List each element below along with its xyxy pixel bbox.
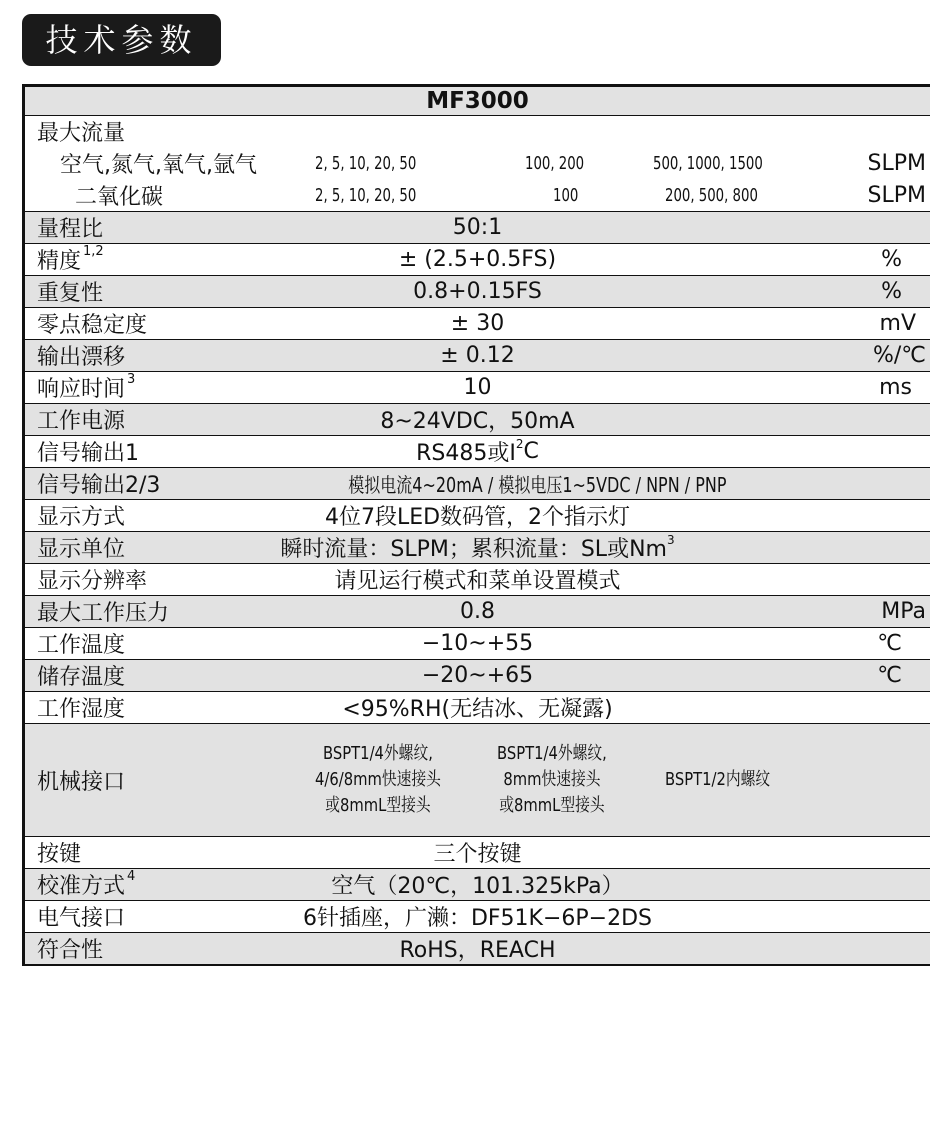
calibration-footnote: 4	[127, 869, 136, 884]
co2-range-2: 100	[553, 184, 579, 206]
signal-output-23-row	[25, 467, 930, 499]
compliance-row	[25, 932, 930, 964]
accuracy-value: ± (2.5+0.5FS)	[398, 247, 557, 272]
mechanical-option-1	[315, 724, 441, 836]
response-time-row	[25, 371, 930, 403]
accuracy-label: 精度	[37, 249, 82, 274]
signal-output-1-row	[25, 435, 930, 467]
zero-stability-value: ± 30	[450, 311, 505, 336]
mechanical-option-3	[665, 724, 770, 836]
storage-temp-unit: ℃	[877, 663, 902, 688]
display-unit-row	[25, 531, 930, 563]
max-pressure-row	[25, 595, 930, 627]
response-time-label: 响应时间	[37, 377, 126, 402]
co2-range-1: 2, 5, 10, 20, 50	[315, 184, 417, 206]
electrical-interface-label: 电气接口	[37, 906, 126, 931]
display-mode-row	[25, 499, 930, 531]
display-resolution-label: 显示分辨率	[37, 569, 148, 594]
mechanical-option-2-line: 或8mmL型接头	[499, 795, 605, 816]
output-drift-value: ± 0.12	[440, 343, 515, 368]
response-time-unit: ms	[879, 375, 912, 400]
response-time-footnote: 3	[127, 372, 136, 387]
signal-output-1-sup: 2	[515, 436, 524, 451]
max-flow-label: 最大流量	[37, 121, 126, 146]
accuracy-unit: %	[881, 247, 902, 272]
model-name: MF3000	[426, 88, 529, 114]
zero-stability-label: 零点稳定度	[37, 313, 148, 338]
mechanical-option-3-line: BSPT1/2内螺纹	[665, 769, 771, 790]
power-row	[25, 403, 930, 435]
storage-temp-row	[25, 659, 930, 691]
electrical-interface-row	[25, 900, 930, 932]
max-pressure-label: 最大工作压力	[37, 601, 170, 626]
operating-temp-row	[25, 627, 930, 659]
humidity-row	[25, 691, 930, 723]
signal-output-23-label: 信号输出2/3	[37, 473, 161, 498]
air-range-3: 500, 1000, 1500	[653, 152, 763, 174]
operating-temp-unit: ℃	[877, 631, 902, 656]
mechanical-option-1-line: BSPT1/4外螺纹,	[323, 743, 433, 764]
accuracy-row	[25, 243, 930, 275]
mechanical-option-2	[497, 724, 607, 836]
display-unit-text: 瞬时流量：SLPM；累积流量：SL或Nm	[280, 537, 667, 562]
repeatability-label: 重复性	[37, 281, 104, 306]
max-flow-air-row	[25, 147, 930, 179]
turndown-value: 50:1	[452, 215, 503, 240]
compliance-label: 符合性	[37, 938, 104, 963]
storage-temp-label: 储存温度	[37, 665, 126, 690]
spec-table	[22, 84, 930, 966]
display-unit-value	[25, 532, 930, 563]
storage-temp-value: −20~+65	[421, 663, 534, 688]
max-flow-co2-row	[25, 179, 930, 211]
turndown-row	[25, 211, 930, 243]
mechanical-option-1-line: 4/6/8mm快速接头	[315, 769, 441, 790]
display-mode-value: 4位7段LED数码管，2个指示灯	[324, 505, 631, 530]
display-unit-label: 显示单位	[37, 537, 126, 562]
power-label: 工作电源	[37, 409, 126, 434]
turndown-label: 量程比	[37, 217, 104, 242]
calibration-value: 空气（20℃，101.325kPa）	[331, 874, 624, 899]
mechanical-option-2-line: BSPT1/4外螺纹,	[497, 743, 607, 764]
electrical-interface-value: 6针插座，广濑：DF51K−6P−2DS	[302, 906, 653, 931]
co2-label: 二氧化碳	[75, 184, 164, 210]
signal-output-1-text-end: C	[523, 439, 539, 464]
air-gases-label: 空气,氮气,氧气,氩气	[60, 152, 257, 178]
calibration-label: 校准方式	[37, 874, 126, 899]
air-range-1: 2, 5, 10, 20, 50	[315, 152, 417, 174]
zero-stability-unit: mV	[879, 311, 916, 336]
keys-label: 按键	[37, 842, 82, 867]
mechanical-option-1-line: 或8mmL型接头	[325, 795, 431, 816]
accuracy-footnote: 1,2	[83, 244, 104, 259]
output-drift-row	[25, 339, 930, 371]
table-header-row	[25, 84, 930, 115]
calibration-row	[25, 868, 930, 900]
humidity-label: 工作湿度	[37, 697, 126, 722]
zero-stability-row	[25, 307, 930, 339]
compliance-value: RoHS，REACH	[399, 938, 556, 963]
repeatability-row	[25, 275, 930, 307]
max-pressure-value: 0.8	[460, 599, 495, 624]
page-title: 技术参数	[22, 14, 221, 66]
mechanical-interface-label: 机械接口	[37, 769, 126, 795]
signal-output-23-text: 模拟电流4~20mA / 模拟电压1~5VDC / NPN / PNP	[348, 473, 727, 497]
power-value: 8~24VDC，50mA	[380, 409, 575, 434]
operating-temp-label: 工作温度	[37, 633, 126, 658]
display-unit-sup: 3	[666, 532, 675, 547]
display-resolution-row	[25, 563, 930, 595]
signal-output-1-label: 信号输出1	[37, 441, 139, 466]
max-pressure-unit: MPa	[881, 599, 926, 624]
response-time-value: 10	[463, 375, 492, 400]
mechanical-option-2-line: 8mm快速接头	[503, 769, 601, 790]
air-range-2: 100, 200	[525, 152, 585, 174]
signal-output-1-value	[25, 436, 930, 467]
max-flow-row	[25, 115, 930, 147]
air-unit: SLPM	[867, 150, 926, 176]
repeatability-value: 0.8+0.15FS	[413, 279, 542, 304]
operating-temp-value: −10~+55	[421, 631, 534, 656]
keys-value: 三个按键	[433, 842, 522, 867]
repeatability-unit: %	[881, 279, 902, 304]
output-drift-unit: %/℃	[872, 343, 926, 368]
signal-output-23-value	[85, 468, 951, 499]
mechanical-interface-row	[25, 723, 930, 836]
co2-unit: SLPM	[867, 182, 926, 208]
keys-row	[25, 836, 930, 868]
signal-output-1-text: RS485或I	[416, 441, 516, 466]
humidity-value: <95%RH(无结冰、无凝露)	[342, 697, 613, 722]
co2-range-3: 200, 500, 800	[665, 184, 758, 206]
display-mode-label: 显示方式	[37, 505, 126, 530]
output-drift-label: 输出漂移	[37, 345, 126, 370]
display-resolution-value: 请见运行模式和菜单设置模式	[334, 569, 621, 594]
